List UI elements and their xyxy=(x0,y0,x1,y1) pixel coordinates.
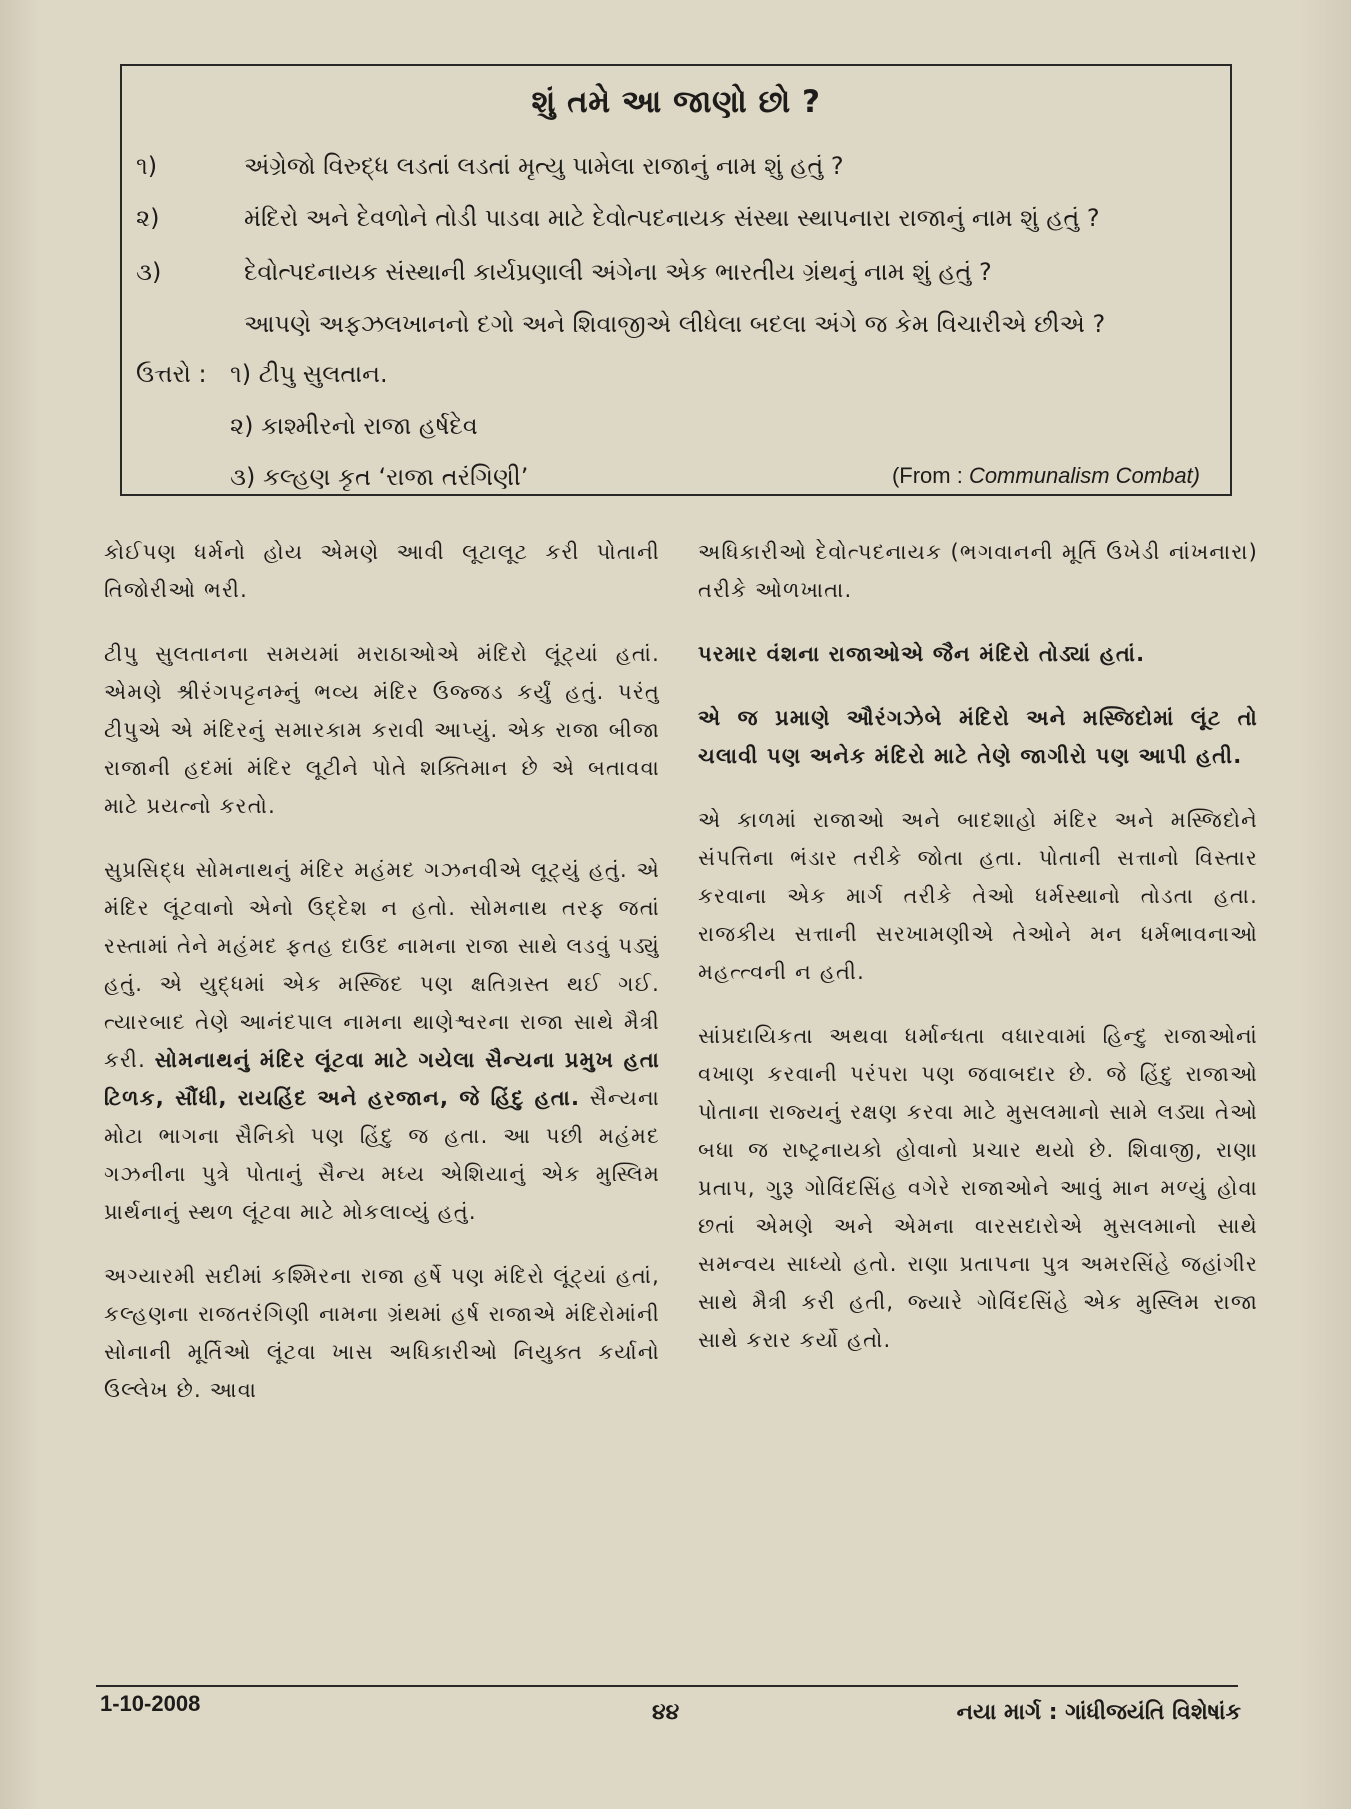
question-text: દેવોત્પદનાયક સંસ્થાની કાર્યપ્રણાલી અંગેના એક ભારતીય ગ્રંથનું નામ શું હતું ? xyxy=(244,258,992,286)
quiz-question xyxy=(136,258,1216,292)
quiz-question xyxy=(136,310,1216,344)
paragraph-bold: એ જ પ્રમાણે ઔરંગઝેબે મંદિરો અને મસ્જિદોમાં લૂંટ તો ચલાવી પણ અનેક મંદિરો માટે તેણે જાગીરો પણ આપી હતી. xyxy=(698,706,1258,768)
footer-date: 1-10-2008 xyxy=(100,1691,201,1716)
paragraph-text: સૈન્યના મોટા ભાગના સૈનિકો પણ હિંદુ જ હતા. આ પછી મહંમદ ગઝનીના પુત્રે પોતાનું સૈન્ય મધ્ય એશિયાનું એક મુસ્લિમ પ્રાર્થનાનું સ્થળ લૂંટવા માટે મોકલાવ્યું હતું. xyxy=(104,1086,660,1224)
source-name: Communalism Combat) xyxy=(968,463,1200,488)
quiz-box xyxy=(120,64,1232,496)
answer-item: ૧) ટીપુ સુલતાન. xyxy=(230,360,388,388)
answer-item: ૩) કલ્હણ કૃત ‘રાજા તરંગિણી’ xyxy=(230,463,529,491)
question-text: અંગ્રેજો વિરુદ્ધ લડતાં લડતાં મૃત્યુ પામેલા રાજાનું નામ શું હતું ? xyxy=(244,152,844,180)
paragraph-bold: પરમાર વંશના રાજાઓએ જૈન મંદિરો તોડ્યાં હતાં. xyxy=(698,642,1146,666)
footer-divider xyxy=(96,1685,1238,1687)
question-text: મંદિરો અને દેવળોને તોડી પાડવા માટે દેવોત્પદનાયક સંસ્થા સ્થાપનારા રાજાનું નામ શું હતું ? xyxy=(244,204,1100,232)
source-prefix: (From : xyxy=(891,463,969,488)
quiz-title: શું તમે આ જાણો છો ? xyxy=(531,84,821,120)
quiz-question xyxy=(136,204,1216,238)
quiz-question xyxy=(136,152,1216,186)
question-number: ૨) xyxy=(136,204,160,232)
paragraph: સાંપ્રદાયિકતા અથવા ધર્માન્ધતા વધારવામાં હિન્દુ રાજાઓનાં વખાણ કરવાની પરંપરા પણ જવાબદાર છે. જે હિંદુ રાજાઓ પોતાના રાજ્યનું રક્ષણ કરવા માટે મુસલમાનો સામે લડ્યા તેઓ બધા જ રાષ્ટ્રનાયકો હોવાનો પ્રચાર થયો છે. શિવાજી, રાણા પ્રતાપ, ગુરૂ ગોવિંદસિંહ વગેરે રાજાઓને આવું માન મળ્યું હોવા છતાં એમણે અને એમના વારસદારોએ મુસલમાનો સાથે સમન્વય સાધ્યો હતો. રાણા પ્રતાપના પુત્ર અમરસિંહે જહાંગીર સાથે મૈત્રી કરી હતી, જ્યારે ગોવિંદસિંહે એક મુસ્લિમ રાજા સાથે કરાર કર્યો હતો. xyxy=(698,1024,1258,1352)
paragraph: એ કાળમાં રાજાઓ અને બાદશાહો મંદિર અને મસ્જિદોને સંપત્તિના ભંડાર તરીકે જોતા હતા. પોતાની સત્તાનો વિસ્તાર કરવાના એક માર્ગ તરીકે તેઓ ધર્મસ્થાનો તોડતા હતા. રાજકીય સત્તાની સરખામણીએ તેઓને મન ધર્મભાવનાઓ મહત્ત્વની ન હતી. xyxy=(698,808,1258,984)
paragraph-bold-text: સોમનાથનું મંદિર લૂંટવા માટે ગયેલા સૈન્યના પ્રમુખ હતા ટિળક, સૌંધી, રાયહિંદ અને હરજાન, જે હિંદુ હતા. xyxy=(104,1048,660,1110)
page-number: ૪૪ xyxy=(652,1700,680,1725)
paragraph: ટીપુ સુલતાનના સમયમાં મરાઠાઓએ મંદિરો લૂંટ્યાં હતાં. એમણે શ્રીરંગપટ્ટનમ્નું ભવ્ય મંદિર ઉજ્જડ કર્યું હતું. પરંતુ ટીપુએ એ મંદિરનું સમારકામ કરાવી આપ્યું. એક રાજા બીજા રાજાની હદમાં મંદિર લૂટીને પોતે શક્તિમાન છે એ બતાવવા માટે પ્રયત્નો કરતો. xyxy=(104,642,660,818)
answer-item: ૨) કાશ્મીરનો રાજા હર્ષદેવ xyxy=(230,412,478,440)
right-column xyxy=(698,533,1258,1385)
paragraph: અધિકારીઓ દેવોત્પદનાયક (ભગવાનની મૂર્તિ ઉખેડી નાંખનારા) તરીકે ઓળખાતા. xyxy=(698,540,1258,602)
answers-label: ઉત્તરો : xyxy=(136,360,207,388)
left-column xyxy=(104,533,660,1435)
question-text: આપણે અફઝલખાનનો દગો અને શિવાજીએ લીધેલા બદલા અંગે જ કેમ વિચારીએ છીએ ? xyxy=(244,310,1106,338)
paragraph: અગ્યારમી સદીમાં કશ્મિરના રાજા હર્ષે પણ મંદિરો લૂંટ્યાં હતાં, કલ્હણના રાજતરંગિણી નામના ગ્રંથમાં હર્ષ રાજાએ મંદિરોમાંની સોનાની મૂર્તિઓ લૂંટવા ખાસ અધિકારીઓ નિયુક્ત કર્યાનો ઉલ્લેખ છે. આવા xyxy=(104,1264,660,1402)
source-credit xyxy=(892,463,1200,489)
magazine-title: નયા માર્ગ : ગાંધીજયંતિ વિશેષાંક xyxy=(956,1700,1241,1725)
paragraph xyxy=(104,851,660,1231)
question-number: ૧) xyxy=(136,152,158,180)
paragraph: કોઈપણ ધર્મનો હોય એમણે આવી લૂટાલૂટ કરી પોતાની તિજોરીઓ ભરી. xyxy=(104,540,660,602)
paragraph-text: સુપ્રસિદ્ધ સોમનાથનું મંદિર મહંમદ ગઝનવીએ લૂટ્યું હતું. એ મંદિર લૂંટવાનો એનો ઉદ્દેશ ન હતો. સોમનાથ તરફ જતાં રસ્તામાં તેને મહંમદ ફતહ દાઉદ નામના રાજા સાથે લડવું પડ્યું હતું. એ યુદ્ધમાં એક મસ્જિદ પણ ક્ષતિગ્રસ્ત થઈ ગઈ. ત્યારબાદ તેણે આનંદપાલ નામના થાણેશ્વરના રાજા સાથે મૈત્રી કરી. xyxy=(104,858,660,1072)
question-number: ૩) xyxy=(136,258,162,286)
